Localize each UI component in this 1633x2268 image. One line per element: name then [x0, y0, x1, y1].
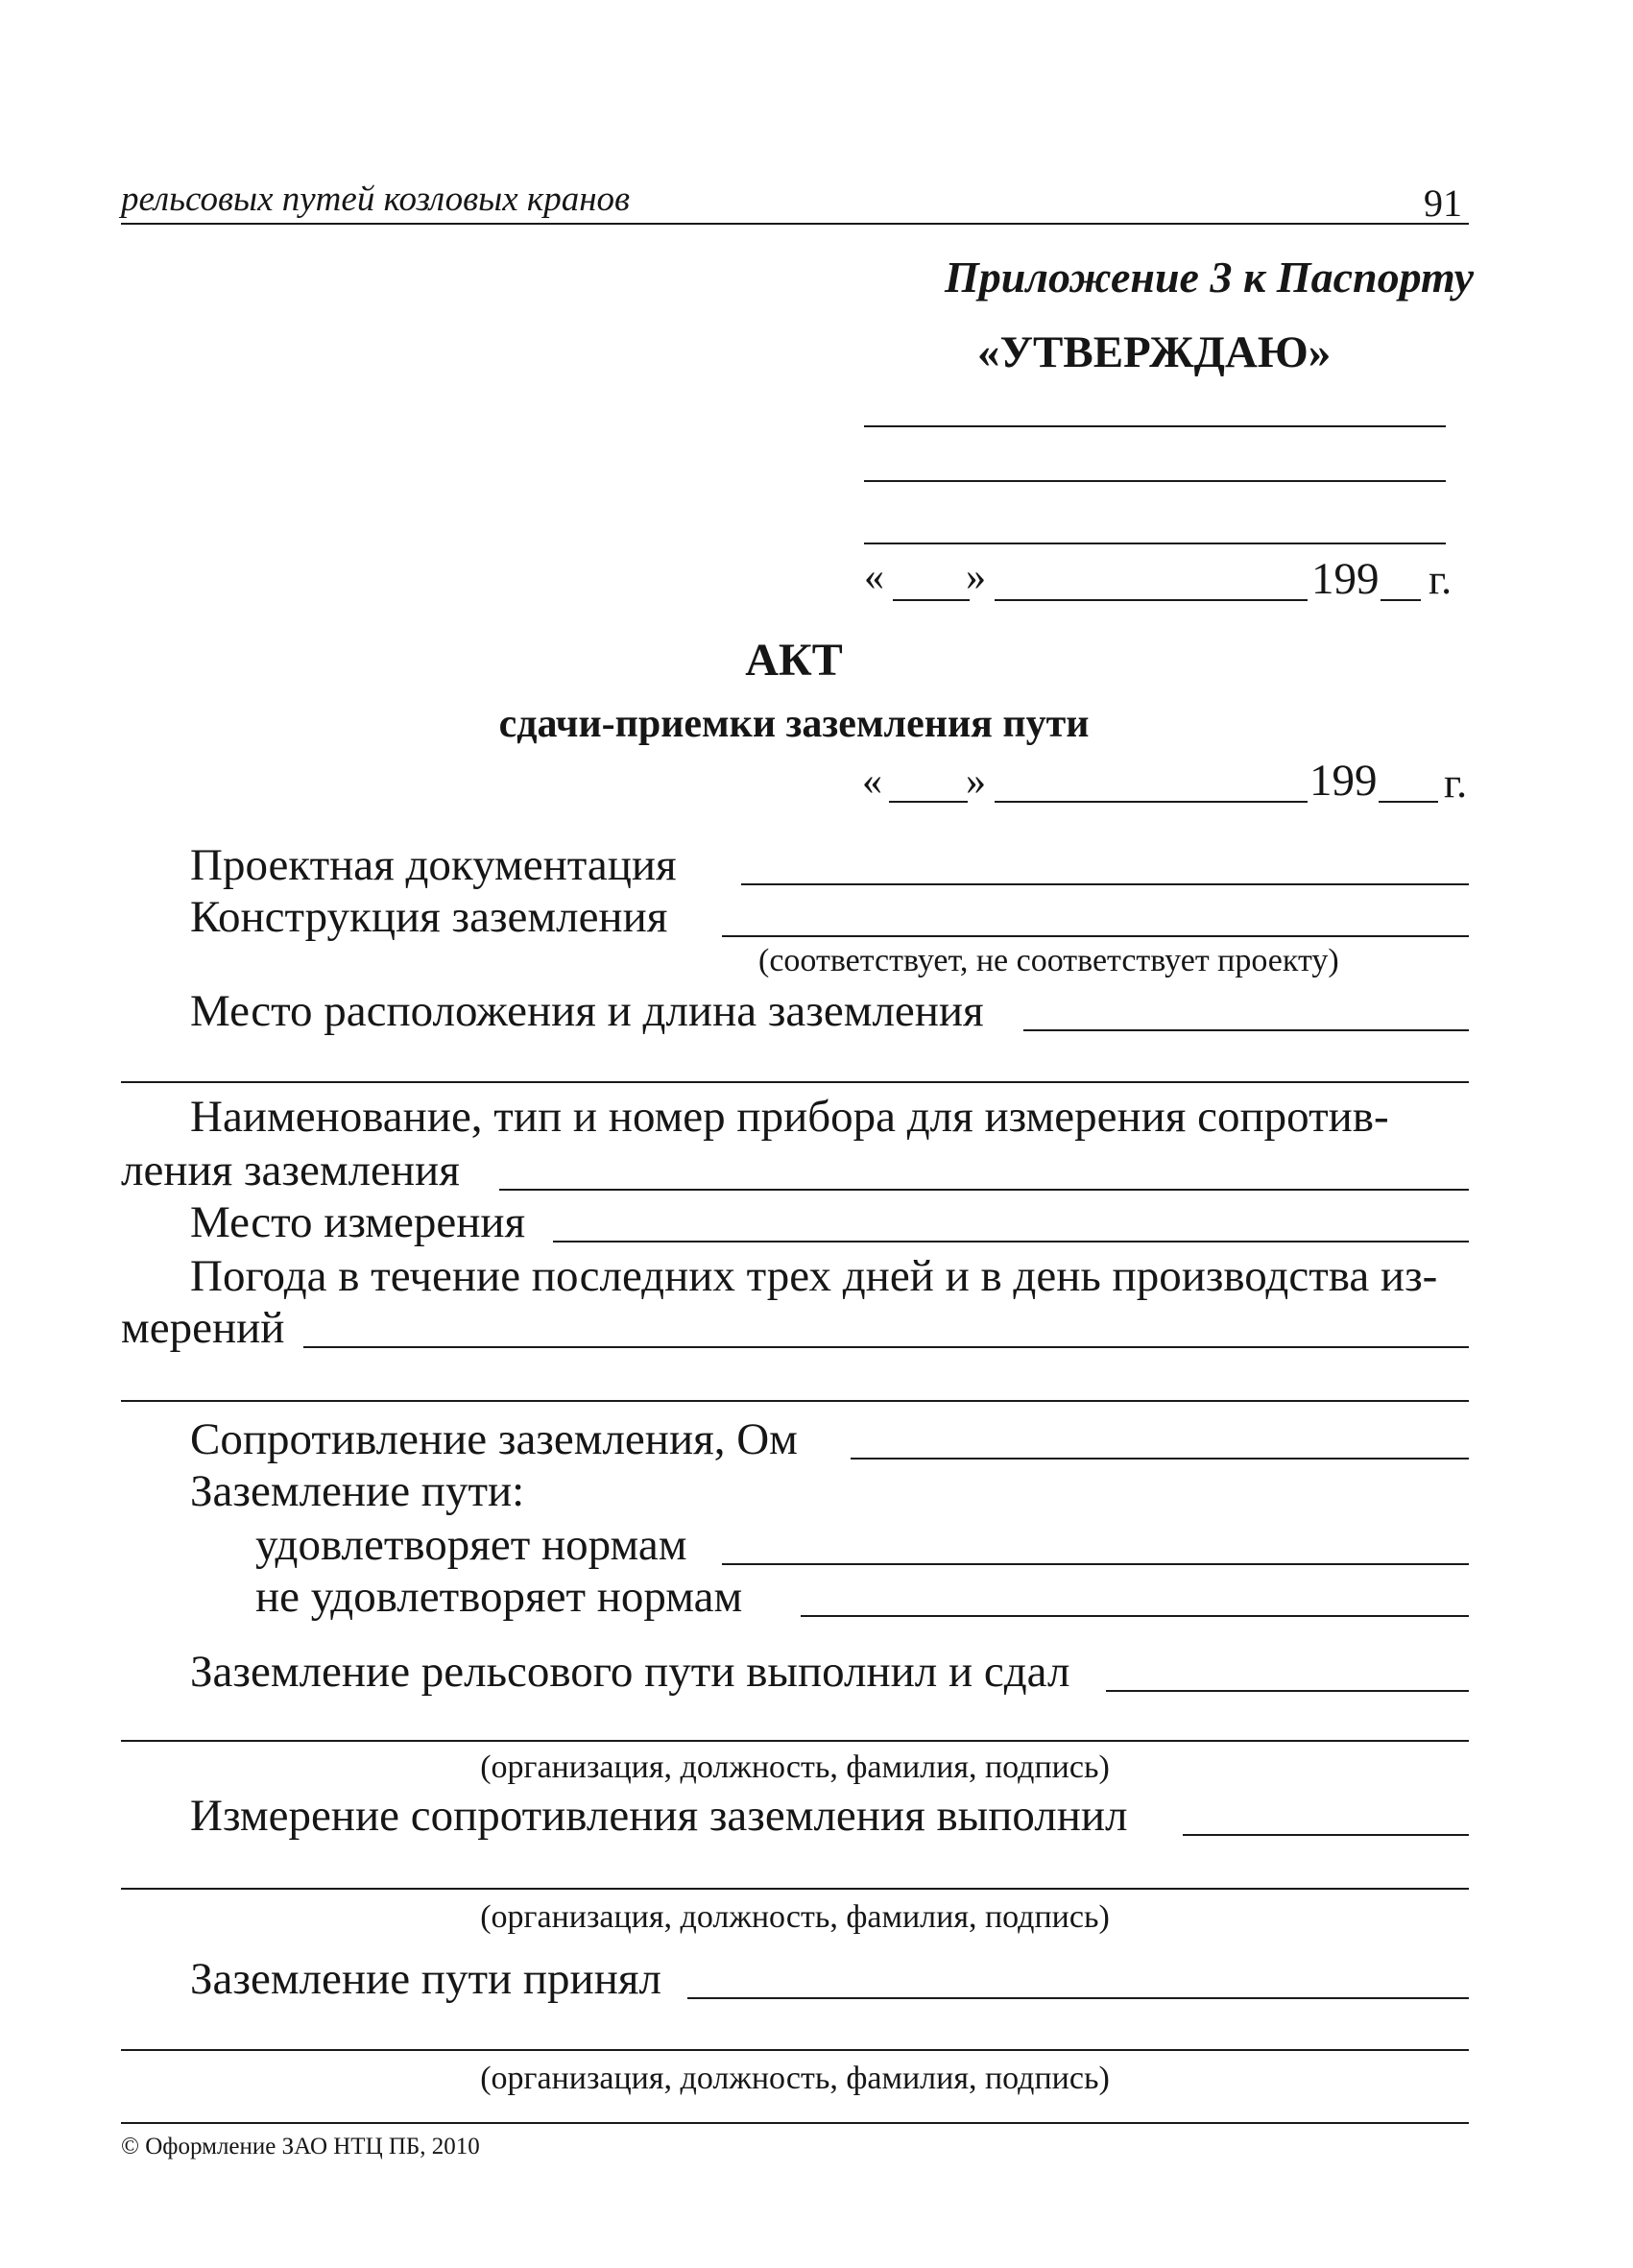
measure-place-field[interactable]	[553, 1241, 1469, 1243]
footer-copyright: © Оформление ЗАО НТЦ ПБ, 2010	[121, 2134, 480, 2159]
not-meets-field[interactable]	[801, 1615, 1469, 1617]
performed-by-label: Заземление рельсового пути выполнил и сдал	[190, 1647, 1070, 1697]
weather-label-line-2: мерений	[121, 1303, 285, 1353]
accepted-by-field[interactable]	[687, 1997, 1469, 1999]
approve-year-prefix: 199	[1311, 554, 1380, 604]
device-label-line-1: Наименование, тип и номер прибора для измерения сопротив-	[190, 1092, 1389, 1142]
performed-by-note: (организация, должность, фамилия, подпись)	[480, 1749, 1110, 1785]
approve-year-field[interactable]	[1381, 599, 1421, 601]
location-length-label: Место расположения и длина заземления	[190, 986, 984, 1036]
meets-label: удовлетворяет нормам	[255, 1520, 687, 1570]
device-field[interactable]	[499, 1189, 1469, 1191]
project-docs-label: Проектная документация	[190, 840, 677, 890]
weather-label-line-1: Погода в течение последних трех дней и в день производства из-	[190, 1251, 1438, 1301]
act-day-field[interactable]	[889, 801, 968, 803]
measured-by-label: Измерение сопротивления заземления выполнил	[190, 1791, 1128, 1841]
device-label-line-2: ления заземления	[121, 1146, 460, 1195]
page-number: 91	[1424, 181, 1462, 225]
measured-by-field-continued[interactable]	[121, 1888, 1469, 1890]
act-year-field[interactable]	[1379, 801, 1438, 803]
act-month-field[interactable]	[995, 801, 1308, 803]
location-length-field-continued[interactable]	[121, 1081, 1469, 1083]
design-note: (соответствует, не соответствует проекту)	[758, 943, 1339, 978]
approve-month-field[interactable]	[995, 599, 1308, 601]
project-docs-field[interactable]	[741, 883, 1469, 885]
appendix-label: Приложение 3 к Паспорту	[945, 253, 1475, 302]
grounding-design-field[interactable]	[722, 935, 1469, 937]
resistance-field[interactable]	[851, 1458, 1469, 1460]
measure-place-label: Место измерения	[190, 1197, 526, 1247]
weather-field[interactable]	[303, 1346, 1469, 1348]
running-title: рельсовых путей козловых кранов	[121, 180, 631, 219]
meets-field[interactable]	[722, 1563, 1469, 1565]
approve-heading: «УТВЕРЖДАЮ»	[977, 327, 1332, 377]
header-rule	[121, 223, 1469, 225]
measured-by-field[interactable]	[1183, 1834, 1469, 1836]
performed-by-field[interactable]	[1106, 1690, 1469, 1692]
act-year-suffix: г.	[1444, 760, 1468, 807]
approve-signature-line-1	[864, 425, 1446, 427]
approve-signature-line-2	[864, 480, 1446, 482]
act-subtitle: сдачи-приемки заземления пути	[498, 702, 1090, 746]
approve-date-open-quote: «	[864, 555, 884, 599]
accepted-by-field-continued[interactable]	[121, 2049, 1469, 2051]
act-title: АКТ	[745, 635, 843, 686]
weather-field-continued[interactable]	[121, 1400, 1469, 1402]
footer-rule	[121, 2122, 1469, 2124]
accepted-by-label: Заземление пути принял	[190, 1954, 661, 2004]
approve-date-close-quote: »	[966, 555, 986, 599]
not-meets-label: не удовлетворяет нормам	[255, 1572, 743, 1622]
accepted-by-note: (организация, должность, фамилия, подпись)	[480, 2061, 1110, 2096]
act-date-open-quote: «	[862, 760, 882, 804]
act-year-prefix: 199	[1309, 756, 1378, 806]
grounding-design-label: Конструкция заземления	[190, 892, 668, 942]
location-length-field[interactable]	[1023, 1029, 1469, 1031]
approve-day-field[interactable]	[893, 599, 970, 601]
approve-signature-line-3	[864, 543, 1446, 544]
resistance-label: Сопротивление заземления, Ом	[190, 1414, 798, 1464]
measured-by-note: (организация, должность, фамилия, подпись)	[480, 1899, 1110, 1935]
act-date-close-quote: »	[966, 760, 986, 804]
performed-by-field-continued[interactable]	[121, 1740, 1469, 1742]
approve-year-suffix: г.	[1429, 556, 1453, 603]
grounding-path-label: Заземление пути:	[190, 1466, 525, 1516]
